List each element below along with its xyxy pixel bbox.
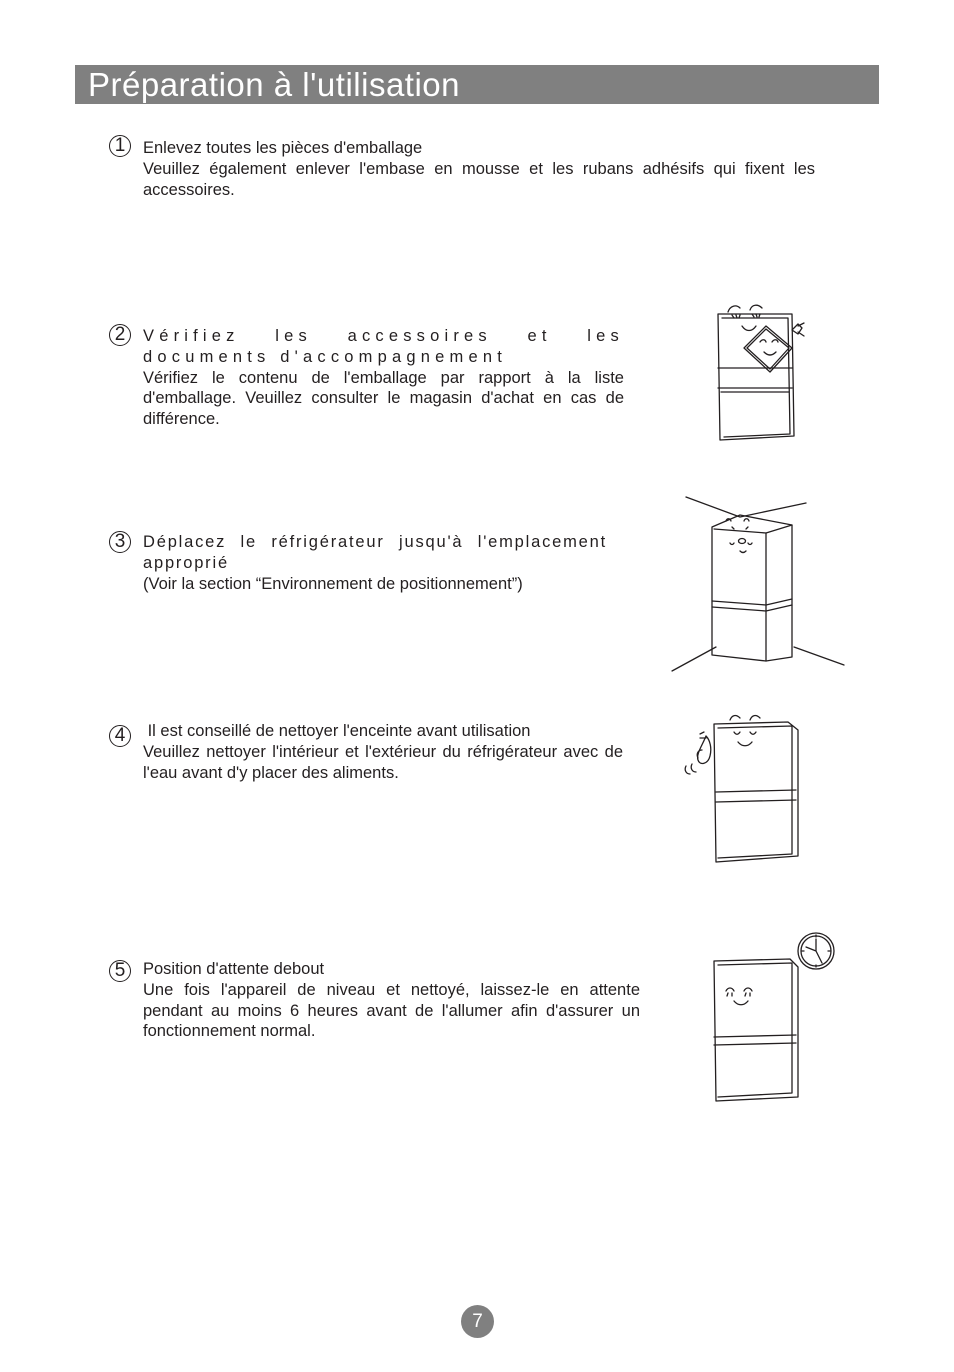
step-4-body: Veuillez nettoyer l'intérieur et l'extérieur du réfrigérateur avec de l'eau avant d'y placer des aliments. [143, 742, 623, 782]
step-4-text [143, 721, 623, 783]
step-4-heading: Il est conseillé de nettoyer l'enceinte avant utilisation [143, 722, 531, 740]
step-1-body: Veuillez également enlever l'embase en mousse et les rubans adhésifs qui fixent les accessoires. [143, 159, 815, 199]
page-number: 7 [461, 1305, 494, 1338]
fridge-with-package-icon [700, 298, 820, 448]
step-4-number: 4 [109, 725, 131, 747]
step-2-body: Vérifiez le contenu de l'emballage par rapport à la liste d'emballage. Veuillez consulter le magasin d'achat en cas de différence. [143, 368, 624, 429]
step-3-body: (Voir la section “Environnement de positionnement”) [143, 574, 523, 593]
step-5-heading: Position d'attente debout [143, 960, 325, 978]
step-5-number: 5 [109, 960, 131, 982]
title-bar [75, 65, 879, 104]
step-2-text [143, 326, 624, 430]
step-5-body: Une fois l'appareil de niveau et nettoyé, laissez-le en attente pendant au moins 6 heures avant de l'allumer afin d'assurer un fonctionnement normal. [143, 980, 640, 1041]
step-2-heading: Vérifiez les accessoires et les documents d'accompagnement [143, 327, 624, 366]
step-2-number: 2 [109, 324, 131, 346]
step-1-heading: Enlevez toutes les pièces d'emballage [143, 139, 423, 157]
step-1-number: 1 [109, 135, 131, 157]
step-3-number: 3 [109, 531, 131, 553]
step-3-text [143, 532, 607, 594]
fridge-cleaning-icon [676, 706, 806, 866]
step-1-text [143, 138, 815, 200]
step-3-heading: Déplacez le réfrigérateur jusqu'à l'emplacement approprié [143, 533, 607, 572]
page-title: Préparation à l'utilisation [88, 66, 461, 103]
step-5-text [143, 959, 640, 1042]
fridge-with-clock-icon [700, 925, 840, 1105]
fridge-in-corner-icon [668, 493, 850, 675]
